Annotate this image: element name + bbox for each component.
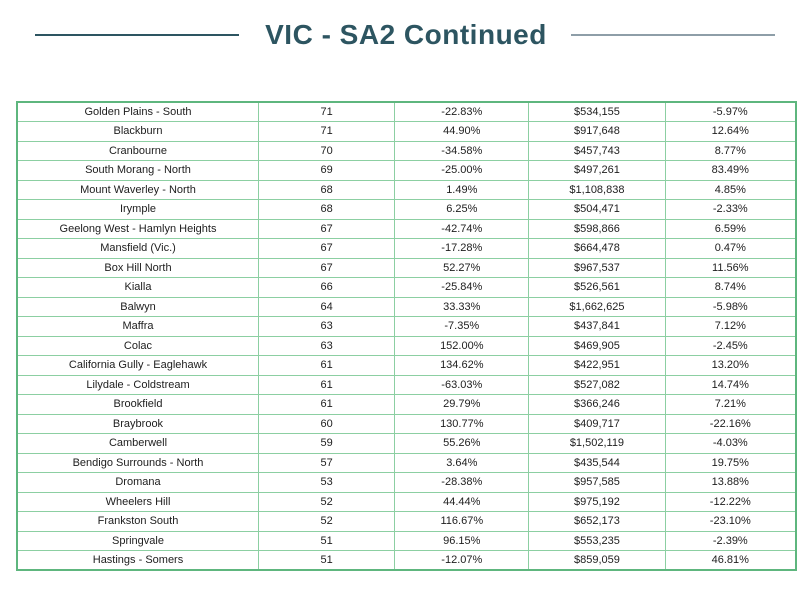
price-cell: $957,585 xyxy=(529,473,665,493)
region-name-cell: Dromana xyxy=(17,473,258,493)
growth-pct-cell: 19.75% xyxy=(665,453,796,473)
growth-pct-cell: 0.47% xyxy=(665,239,796,259)
score-cell: 60 xyxy=(258,414,394,434)
change-pct-cell: 6.25% xyxy=(395,200,529,220)
table-row xyxy=(17,434,796,454)
score-cell: 67 xyxy=(258,258,394,278)
growth-pct-cell: -5.97% xyxy=(665,102,796,122)
change-pct-cell: -34.58% xyxy=(395,141,529,161)
page-header xyxy=(0,16,810,54)
growth-pct-cell: 13.20% xyxy=(665,356,796,376)
region-name-cell: Maffra xyxy=(17,317,258,337)
change-pct-cell: 116.67% xyxy=(395,512,529,532)
region-name-cell: Kialla xyxy=(17,278,258,298)
change-pct-cell: 152.00% xyxy=(395,336,529,356)
score-cell: 67 xyxy=(258,239,394,259)
score-cell: 68 xyxy=(258,180,394,200)
change-pct-cell: 1.49% xyxy=(395,180,529,200)
change-pct-cell: -25.00% xyxy=(395,161,529,181)
price-cell: $366,246 xyxy=(529,395,665,415)
growth-pct-cell: -12.22% xyxy=(665,492,796,512)
growth-pct-cell: 8.74% xyxy=(665,278,796,298)
table-row xyxy=(17,297,796,317)
price-cell: $497,261 xyxy=(529,161,665,181)
growth-pct-cell: 83.49% xyxy=(665,161,796,181)
growth-pct-cell: -23.10% xyxy=(665,512,796,532)
price-cell: $526,561 xyxy=(529,278,665,298)
price-cell: $598,866 xyxy=(529,219,665,239)
region-name-cell: Hastings - Somers xyxy=(17,551,258,571)
title-decoration-line-left xyxy=(35,34,239,36)
region-name-cell: California Gully - Eaglehawk xyxy=(17,356,258,376)
table-row xyxy=(17,239,796,259)
change-pct-cell: 130.77% xyxy=(395,414,529,434)
region-name-cell: Bendigo Surrounds - North xyxy=(17,453,258,473)
region-name-cell: Lilydale - Coldstream xyxy=(17,375,258,395)
table-row xyxy=(17,219,796,239)
region-name-cell: Blackburn xyxy=(17,122,258,142)
score-cell: 61 xyxy=(258,395,394,415)
change-pct-cell: -17.28% xyxy=(395,239,529,259)
growth-pct-cell: 7.12% xyxy=(665,317,796,337)
change-pct-cell: 33.33% xyxy=(395,297,529,317)
table-row xyxy=(17,200,796,220)
change-pct-cell: -12.07% xyxy=(395,551,529,571)
table-row xyxy=(17,278,796,298)
table-row xyxy=(17,122,796,142)
region-name-cell: Wheelers Hill xyxy=(17,492,258,512)
score-cell: 63 xyxy=(258,336,394,356)
table-row xyxy=(17,492,796,512)
region-name-cell: Brookfield xyxy=(17,395,258,415)
region-name-cell: Cranbourne xyxy=(17,141,258,161)
score-cell: 68 xyxy=(258,200,394,220)
table-row xyxy=(17,375,796,395)
growth-pct-cell: 8.77% xyxy=(665,141,796,161)
score-cell: 59 xyxy=(258,434,394,454)
change-pct-cell: 134.62% xyxy=(395,356,529,376)
region-name-cell: Colac xyxy=(17,336,258,356)
region-name-cell: Golden Plains - South xyxy=(17,102,258,122)
region-name-cell: Springvale xyxy=(17,531,258,551)
table-row xyxy=(17,414,796,434)
table-row xyxy=(17,141,796,161)
change-pct-cell: -22.83% xyxy=(395,102,529,122)
score-cell: 52 xyxy=(258,492,394,512)
score-cell: 66 xyxy=(258,278,394,298)
growth-pct-cell: 12.64% xyxy=(665,122,796,142)
change-pct-cell: 52.27% xyxy=(395,258,529,278)
score-cell: 57 xyxy=(258,453,394,473)
price-cell: $1,108,838 xyxy=(529,180,665,200)
score-cell: 61 xyxy=(258,356,394,376)
growth-pct-cell: 4.85% xyxy=(665,180,796,200)
region-name-cell: Irymple xyxy=(17,200,258,220)
growth-pct-cell: -5.98% xyxy=(665,297,796,317)
price-cell: $967,537 xyxy=(529,258,665,278)
price-cell: $975,192 xyxy=(529,492,665,512)
table-row xyxy=(17,336,796,356)
score-cell: 71 xyxy=(258,122,394,142)
growth-pct-cell: 46.81% xyxy=(665,551,796,571)
price-cell: $652,173 xyxy=(529,512,665,532)
score-cell: 51 xyxy=(258,551,394,571)
price-cell: $553,235 xyxy=(529,531,665,551)
sa2-data-table xyxy=(16,101,797,571)
change-pct-cell: 96.15% xyxy=(395,531,529,551)
score-cell: 53 xyxy=(258,473,394,493)
price-cell: $437,841 xyxy=(529,317,665,337)
score-cell: 64 xyxy=(258,297,394,317)
price-cell: $664,478 xyxy=(529,239,665,259)
change-pct-cell: -25.84% xyxy=(395,278,529,298)
score-cell: 71 xyxy=(258,102,394,122)
table-body xyxy=(17,102,796,570)
price-cell: $917,648 xyxy=(529,122,665,142)
region-name-cell: Mansfield (Vic.) xyxy=(17,239,258,259)
change-pct-cell: 44.44% xyxy=(395,492,529,512)
score-cell: 63 xyxy=(258,317,394,337)
table-row xyxy=(17,356,796,376)
change-pct-cell: 44.90% xyxy=(395,122,529,142)
price-cell: $534,155 xyxy=(529,102,665,122)
price-cell: $504,471 xyxy=(529,200,665,220)
table-row xyxy=(17,161,796,181)
table-row xyxy=(17,395,796,415)
price-cell: $469,905 xyxy=(529,336,665,356)
table-row xyxy=(17,258,796,278)
price-cell: $435,544 xyxy=(529,453,665,473)
score-cell: 67 xyxy=(258,219,394,239)
region-name-cell: South Morang - North xyxy=(17,161,258,181)
price-cell: $527,082 xyxy=(529,375,665,395)
change-pct-cell: -42.74% xyxy=(395,219,529,239)
score-cell: 70 xyxy=(258,141,394,161)
change-pct-cell: -7.35% xyxy=(395,317,529,337)
region-name-cell: Geelong West - Hamlyn Heights xyxy=(17,219,258,239)
growth-pct-cell: 14.74% xyxy=(665,375,796,395)
table-row xyxy=(17,317,796,337)
growth-pct-cell: -2.39% xyxy=(665,531,796,551)
change-pct-cell: 55.26% xyxy=(395,434,529,454)
region-name-cell: Frankston South xyxy=(17,512,258,532)
growth-pct-cell: 11.56% xyxy=(665,258,796,278)
table-row xyxy=(17,551,796,571)
table-row xyxy=(17,512,796,532)
change-pct-cell: 29.79% xyxy=(395,395,529,415)
growth-pct-cell: -4.03% xyxy=(665,434,796,454)
region-name-cell: Box Hill North xyxy=(17,258,258,278)
price-cell: $1,502,119 xyxy=(529,434,665,454)
change-pct-cell: 3.64% xyxy=(395,453,529,473)
growth-pct-cell: 6.59% xyxy=(665,219,796,239)
growth-pct-cell: -2.45% xyxy=(665,336,796,356)
score-cell: 51 xyxy=(258,531,394,551)
table-row xyxy=(17,531,796,551)
score-cell: 61 xyxy=(258,375,394,395)
growth-pct-cell: 7.21% xyxy=(665,395,796,415)
table-row xyxy=(17,453,796,473)
change-pct-cell: -28.38% xyxy=(395,473,529,493)
score-cell: 52 xyxy=(258,512,394,532)
region-name-cell: Mount Waverley - North xyxy=(17,180,258,200)
table-row xyxy=(17,473,796,493)
price-cell: $859,059 xyxy=(529,551,665,571)
growth-pct-cell: -22.16% xyxy=(665,414,796,434)
growth-pct-cell: 13.88% xyxy=(665,473,796,493)
price-cell: $457,743 xyxy=(529,141,665,161)
change-pct-cell: -63.03% xyxy=(395,375,529,395)
table-row xyxy=(17,102,796,122)
price-cell: $409,717 xyxy=(529,414,665,434)
growth-pct-cell: -2.33% xyxy=(665,200,796,220)
region-name-cell: Balwyn xyxy=(17,297,258,317)
table-row xyxy=(17,180,796,200)
price-cell: $422,951 xyxy=(529,356,665,376)
score-cell: 69 xyxy=(258,161,394,181)
region-name-cell: Camberwell xyxy=(17,434,258,454)
page-title: VIC - SA2 Continued xyxy=(265,19,547,50)
price-cell: $1,662,625 xyxy=(529,297,665,317)
region-name-cell: Braybrook xyxy=(17,414,258,434)
title-decoration-line-right xyxy=(571,34,775,36)
